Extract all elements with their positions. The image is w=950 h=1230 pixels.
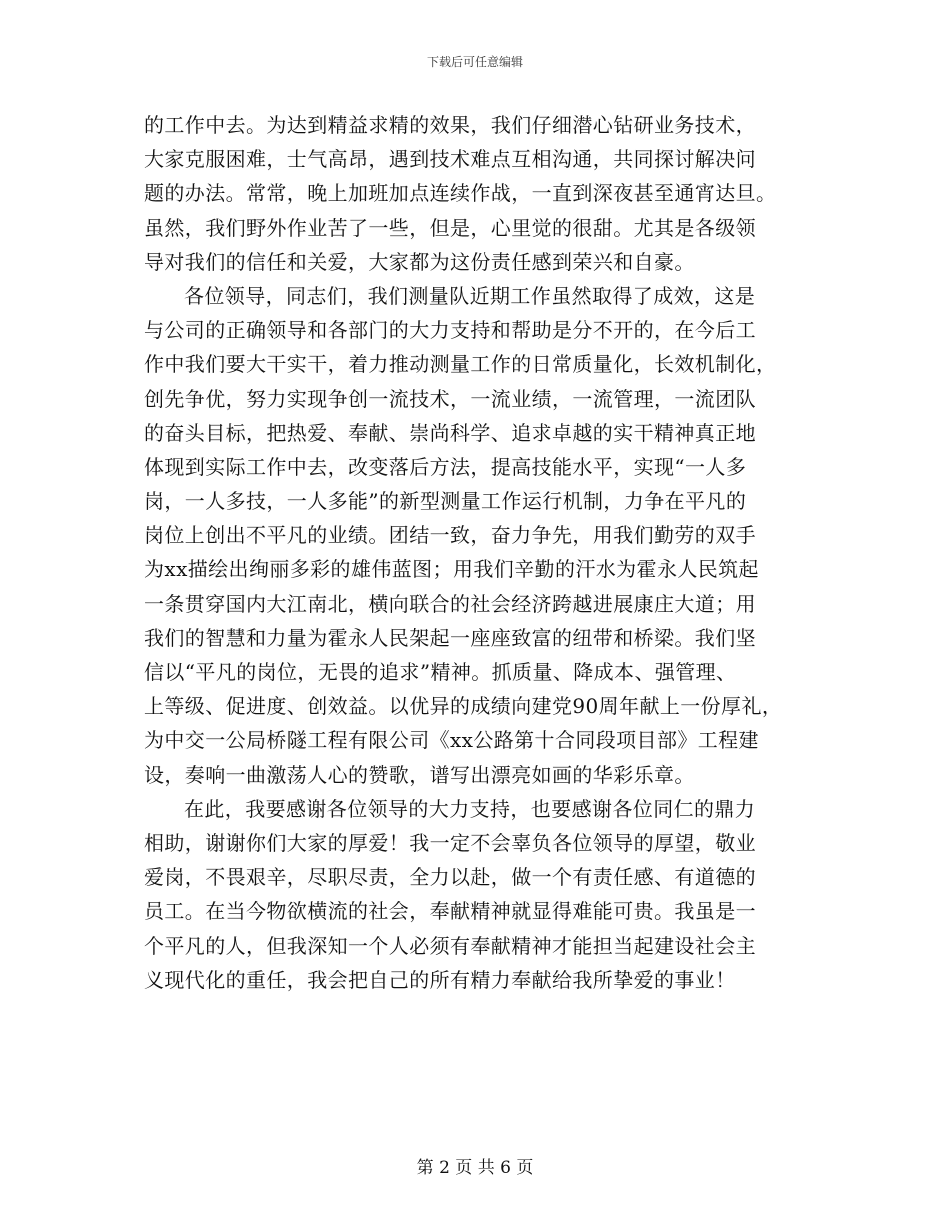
text-line: 体现到实际工作中去，改变落后方法，提高技能水平，实现“一人多 bbox=[144, 454, 747, 479]
body-text bbox=[144, 108, 812, 997]
text-line: 与公司的正确领导和各部门的大力支持和帮助是分不开的，在今后工 bbox=[144, 318, 756, 343]
text-line: 为xx描绘出绚丽多彩的雄伟蓝图；用我们辛勤的汗水为霍永人民筑起 bbox=[144, 557, 759, 582]
page-header: 下载后可任意编辑 bbox=[426, 55, 523, 69]
text-line: 设，奏响一曲激荡人心的赞歌，谱写出漂亮如画的华彩乐章。 bbox=[144, 762, 695, 787]
text-line: 员工。在当今物欲横流的社会，奉献精神就显得难能可贵。我虽是一 bbox=[144, 899, 756, 924]
text-line: 一条贯穿国内大江南北，横向联合的社会经济跨越进展康庄大道；用 bbox=[144, 591, 756, 616]
text-line: 信以“平凡的岗位，无畏的追求”精神。抓质量、降成本、强管理、 bbox=[144, 660, 737, 684]
text-line: 虽然，我们野外作业苦了一些，但是，心里觉的很甜。尤其是各级领 bbox=[144, 215, 756, 240]
text-line: 我们的智慧和力量为霍永人民架起一座座致富的纽带和桥梁。我们坚 bbox=[144, 625, 756, 650]
text-line: 大家克服困难，士气高昂，遇到技术难点互相沟通，共同探讨解决问 bbox=[144, 147, 756, 172]
text-line: 岗位上创出不平凡的业绩。团结一致，奋力争先，用我们勤劳的双手 bbox=[144, 523, 756, 548]
text-line: 导对我们的信任和关爱，大家都为这份责任感到荣兴和自豪。 bbox=[144, 249, 695, 274]
text-line: 义现代化的重任，我会把自己的所有精力奉献给我所挚爱的事业！ bbox=[144, 967, 736, 992]
text-line: 的工作中去。为达到精益求精的效果，我们仔细潜心钻研业务技术， bbox=[144, 113, 756, 137]
text-line: 题的办法。常常，晚上加班加点连续作战，一直到深夜甚至通宵达旦。 bbox=[144, 181, 777, 206]
text-line: 创先争优，努力实现争创一流技术，一流业绩，一流管理，一流团队 bbox=[144, 386, 756, 411]
text-line: 个平凡的人，但我深知一个人必须有奉献精神才能担当起建设社会主 bbox=[144, 933, 756, 958]
text-line: 岗，一人多技，一人多能”的新型测量工作运行机制，力争在平凡的 bbox=[144, 489, 747, 514]
text-line: 爱岗，不畏艰辛，尽职尽责，全力以赴，做一个有责任感、有道德的 bbox=[144, 865, 756, 890]
text-line: 相助，谢谢你们大家的厚爱！我一定不会辜负各位领导的厚望，敬业 bbox=[144, 830, 756, 855]
paragraph-first-line: 各位领导，同志们，我们测量队近期工作虽然取得了成效，这是 bbox=[184, 283, 756, 308]
text-line: 为中交一公局桥隧工程有限公司《xx公路第十合同段项目部》工程建 bbox=[144, 728, 759, 753]
text-line: 上等级、促进度、创效益。以优异的成绩向建党90周年献上一份厚礼， bbox=[144, 694, 783, 719]
paragraph-first-line: 在此，我要感谢各位领导的大力支持，也要感谢各位同仁的鼎力 bbox=[184, 796, 756, 821]
text-line: 作中我们要大干实干，着力推动测量工作的日常质量化，长效机制化， bbox=[144, 352, 777, 377]
page-footer: 第 2 页 共 6 页 bbox=[416, 1158, 534, 1178]
text-line: 的奋头目标，把热爱、奉献、崇尚科学、追求卓越的实干精神真正地 bbox=[144, 420, 756, 445]
